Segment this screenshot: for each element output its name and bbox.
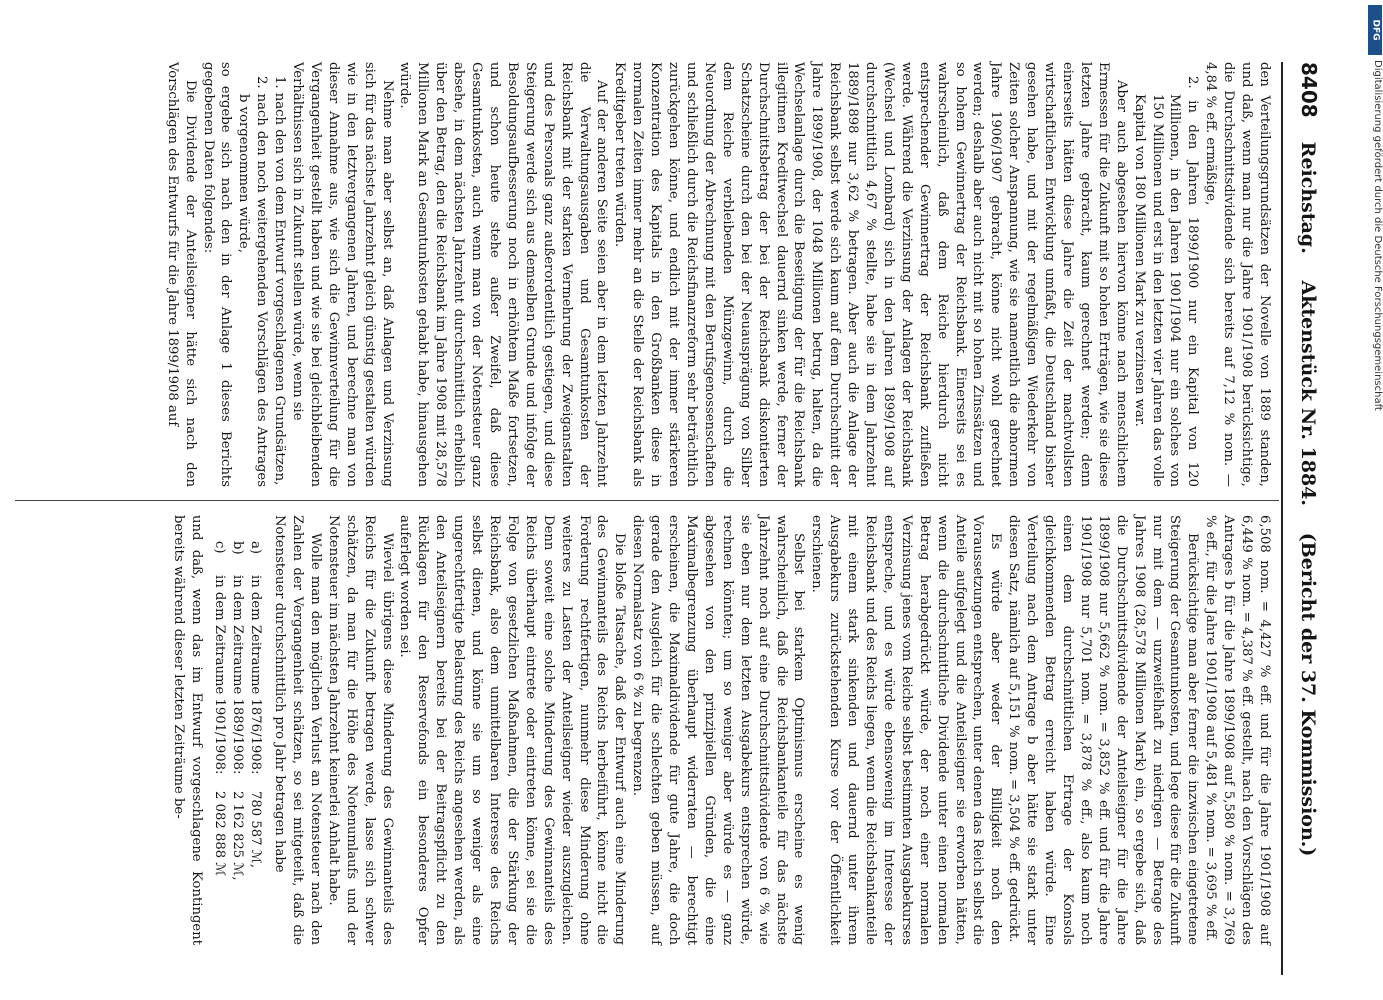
paragraph: 6,508 nom. = 4,427 % eff. und für die Jahre 1901/1908 auf 6,449 % nom. = 4,387 % eff. gestellt, nach den Vorschlägen des Antrages b für die Jahre 1899/1908 auf 5,580 % nom. = 3,769 % eff., für die Jahre 1901/1908 auf 5,481 % nom. = 3,695 % eff. [1203,515,1272,945]
amount-row [211,541,229,945]
dfg-logo: DFG [1368,5,1382,55]
paragraph: 2. nach den noch weitergehenden Vorschlägen des Antrages b vorgenommen würde, [236,76,270,487]
right-column-continuation [169,515,205,945]
paragraph: Die bloße Tatsache, daß der Entwurf auch eine Minderung des Gewinnanteils des Reichs herbeiführt, könne nicht die Forderung rechtfertigen, nunmehr diese Minderung ohne weiteres zu Lasten der Anteilseigner wieder auszugleichen. Denn soweit eine solche Minderung des Gewinnanteils des Reichs überhaupt eintrete oder eintreten könne, sei sie die Folge von gesetzlichen Maßnahmen, die der Stärkung der Reichsbank, also dem unmittelbaren Interesse des Reichs selbst dienen, und könne sie um so weniger als eine ungerechtfertigte Belastung des Reichs angesehen werden, als den Anteilseignern bereits bei der Beitragspflicht zu den Rücklagen für den Reservefonds ein besonderes Opfer auferlegt worden sei. [397,515,628,945]
paragraph: Die Dividende der Anteilseigner hätte sich nach den Vorschlägen des Entwurfs für die Jahre 1899/1908 auf [164,62,198,487]
column-divider [15,500,1279,501]
page-number: 8408 [1297,62,1321,118]
document-number: Aktenstück Nr. 1884. [1297,280,1319,507]
amount-period: in dem Zeitraume 1876/1908: [248,575,264,775]
paragraph: Wolle man den möglichen Verlust an Notensteuer nach den Zahlen der Vergangenheit schätzen, so sei mitgeteilt, daß die Notensteuer durchschnittlich pro Jahr betragen habe [272,515,323,945]
paragraph: Es würde aber weder der Billigkeit noch den Voraussetzungen entsprechen, unter denen das Reich selbst die Anteile aufgelegt und die Anteilseigner sie erworben hätten, wenn die durchschnittliche Dividende unter einen normalen Betrag herabgedrückt würde, der noch einer normalen Verzinsung jenes vom Reiche selbst bestimmten Ausgabekurses entspreche, und es würde ebensowenig im Interesse der Reichsbank und des Reichs liegen, wenn die Reichsbankanteile mit einem stark sinkenden und dauernd unter ihrem Ausgabekurs zurückstehenden Kurse vor der Öffentlichkeit erschienen. [809,515,1004,945]
amount-value: 2 082 888 ℳ [212,791,228,877]
header-rule [1281,62,1283,975]
paragraph: Wieviel übrigens diese Minderung des Gewinnanteils des Reichs für die Zukunft betragen werde, lasse sich schwer schätzen, da man für die Höhe des Notenumlaufs und der Notensteuer im nächsten Jahrzehnt keinerlei Anhalt habe. [325,515,395,945]
paragraph: Aber auch abgesehen hiervon könne nach menschlichem Ermessen für die Zukunft mit so hohen Erträgen, wie sie diese letzten Jahre gebracht, kaum gerechnet werden; denn einerseits hätten diese Jahre die Zeit der machtvollsten wirtschaftlichen Entwicklung umfaßt, die Deutschland bisher gesehen habe, und mit der regelmäßigen Wiederkehr von Zeiten solcher Anspannung, wie sie namentlich die abnormen Jahre 1906/1907 gebracht, könne nicht wohl gerechnet werden; deshalb aber auch nicht mit so hohen Zinssätzen und so hohem Gewinnertrag der Reichsbank. Einerseits sei es wahrscheinlich, daß dem Reiche hierdurch nicht entsprechender Gewinnertrag der Reichsbank zufließen werde. Während die Verzinsung der Anlagen der Reichsbank (Wechsel und Lombard) sich in den Jahren 1899/1908 auf durchschnittlich 4,67 % stellte, habe sie in dem Jahrzehnt 1889/1898 nur 3,62 % betragen. Aber auch die Anlage der Reichsbank selbst werde sich kaum auf dem Durchschnitt der Jahre 1899/1908, der 1048 Millionen betrug, halten, da die Wechselanlage durch die Beseitigung der für die Reichsbank illegitimen Kreditwechsel dauernd sinken werde, ferner der Durchschnittsbetrag der bei der Reichsbank diskontierten Schatzscheine durch den bei der Neuausprägung von Silber dem Reiche verbleibenden Münzgewinn, durch die Neuordnung der Abrechnung mit den Berufsgenossenschaften und schließlich durch die Reichsfinanzreform sehr beträchtlich zurückgehen könne, und endlich mit der immer stärkeren Konzentration des Kapitals in den Großbanken diese in normalen Zeiten immer mehr an die Stelle der Reichsbank als Kreditgeber treten würden. [612,62,1129,487]
amount-value: 780 587 ℳ, [248,791,264,869]
paragraph: 2. in den Jahren 1899/1900 nur ein Kapital von 120 Millionen, in den Jahren 1901/1904 nur ein solches von 150 Millionen und erst in den letzten vier Jahren das volle Kapital von 180 Millionen Mark zu verzinsen war. [1131,76,1201,487]
right-column [169,515,1273,945]
publication-title: Reichstag. [1297,141,1319,254]
report-subtitle: (Bericht der 37. Kommission.) [1297,532,1319,857]
paragraph: den Verteilungsgrundsätzen der Novelle von 1889 standen, und daß, wenn man nur die Jahre 1901/1908 berücksichtige, die Durchschnittsdividende sich bereits auf 7,12 % nom. — 4,84 % eff. ermäßige, [1203,62,1272,487]
right-column-text [270,515,1273,945]
amount-row [228,541,246,945]
running-head [1297,142,1319,975]
page-header [1291,62,1321,975]
amount-period: in dem Zeitraume 1901/1908: [212,575,228,775]
amount-label: a) [248,541,264,555]
paragraph: Berücksichtige man aber ferner die inzwischen eingetretene Steigerung der Gesamtunkosten, und lege diese für die Zukunft nur mit dem — unzweifelhaft zu niedrigen — Betrage des Jahres 1908 (28,578 Millionen Mark) ein, so ergebe sich, daß die Durchschnittsdividende der Anteilseigner für die Jahre 1899/1908 nur 5,662 % nom. = 3,852 % eff. und für die Jahre 1901/1908 nur 5,701 nom. = 3,878 % eff., also kaum noch einen dem durchschnittlichen Ertrage der Konsols gleichkommenden Betrag erreicht haben würde. Eine Verteilung nach dem Antrage b aber hätte sie stark unter diesen Satz, nämlich auf 5,151 % nom. = 3,504 % eff. gedrückt. [1006,515,1201,945]
amount-label: b) [230,541,246,555]
amount-row [246,541,264,945]
amount-period: in dem Zeitraume 1889/1908: [230,575,246,775]
paragraph: Nehme man aber selbst an, daß Anlagen und Verzinsung sich für das nächste Jahrzehnt gleich günstig gestalten würden wie in den letztvergangenen Jahren, und berechne man von dieser Annahme aus, wie sich die Gewinnverteilung für die Vergangenheit gestellt haben und wie sie bei gleichbleibenden Verhältnissen sich in Zukunft stellen würde, wenn sie [290,62,395,487]
paragraph: Selbst bei starkem Optimismus erscheine es wenig wahrscheinlich, daß die Reichsbankanteile für das nächste Jahrzehnt noch auf eine Durchschnittsdividende von 6 % wie sie eben nur dem letzten Ausgabekurs entsprechen würde, rechnen könnten; um so weniger aber würde es — ganz abgesehen von den prinzipiellen Gründen, die eine Maximalbegrenzung überhaupt widerraten — berechtigt erscheinen, die Maximaldividende für gute Jahre, die doch gerade den Ausgleich für die schlechten geben müssen, auf diesen Normalsatz von 6 % zu begrenzen. [630,515,807,945]
paragraph: und daß, wenn das im Entwurf vorgeschlagene Kontingent bereits während dieser letzten Zeiträume be- [170,515,204,945]
amount-label: c) [212,541,228,554]
digitization-note: Digitalisierung gefördert durch die Deutsche Forschungsgemeinschaft [1372,60,1383,411]
notensteuer-amounts [211,541,265,945]
paragraph: so ergebe sich nach den in der Anlage 1 dieses Berichts gegebenen Daten folgendes: [200,62,234,487]
paragraph: Auf der anderen Seite seien aber in dem letzten Jahrzehnt die Verwaltungsausgaben und Gesamtunkosten der Reichsbank mit der starken Vermehrung der Zweiganstalten und des Personals ganz außerordentlich gestiegen, und diese Steigerung werde sich aus demselben Grunde und infolge der Besoldungsaufbesserung noch in erhöhtem Maße fortsetzen, und schon heute stehe außer Zweifel, daß diese Gesamtunkosten, auch wenn man von der Notensteuer ganz absehe, in dem nächsten Jahrzehnt durchschnittlich erheblich über den Betrag, den die Reichsbank im Jahre 1908 mit 28,578 Millionen Mark an Gesamtunkosten gehabt habe, hinausgehen würde. [397,62,610,487]
left-column [163,62,1273,487]
paragraph: 1. nach den von dem Entwurf vorgeschlagenen Grundsätzen, [272,76,288,486]
amount-value: 2 162 825 ℳ, [230,791,246,881]
